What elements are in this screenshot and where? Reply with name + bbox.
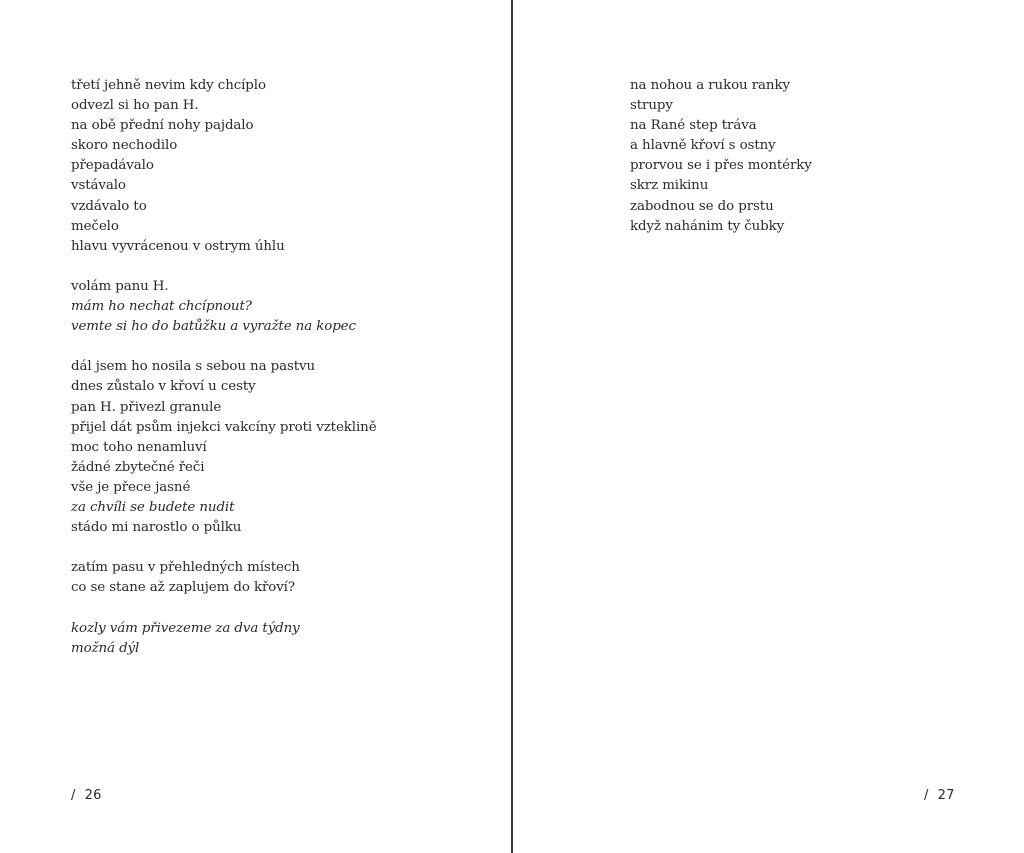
verse-line: zatím pasu v přehledných místech — [71, 560, 300, 576]
verse-line: prorvou se i přes montérky — [630, 158, 812, 174]
verse-line: na Rané step tráva — [630, 118, 757, 134]
verse-line: když nahánim ty čubky — [630, 218, 785, 234]
verse-line: na obě přední nohy pajdalo — [71, 118, 254, 134]
verse-line: vše je přece jasné — [71, 479, 191, 495]
verse-line: kozly vám přivezeme za dva týdny — [71, 620, 300, 636]
verse-line: vzdávalo to — [71, 198, 147, 214]
verse-line: možná dýl — [71, 640, 140, 656]
verse-line: co se stane až zaplujem do křoví? — [71, 580, 295, 596]
page-number — [71, 788, 102, 803]
verse-line: skrz mikinu — [630, 178, 709, 194]
verse-line: odvezl si ho pan H. — [71, 98, 199, 114]
verse-line: na nohou a rukou ranky — [630, 78, 790, 93]
verse-line: hlavu vyvrácenou v ostrym úhlu — [71, 238, 285, 254]
verse-line: vemte si ho do batůžku a vyražte na kopec — [71, 319, 356, 335]
verse-line: pan H. přivezl granule — [71, 399, 222, 415]
verse-line: mečelo — [71, 218, 119, 234]
folio-slash: / — [924, 788, 929, 803]
verse-line: volám panu H. — [71, 278, 169, 294]
stanza — [71, 76, 377, 257]
verse-line: strupy — [630, 98, 673, 114]
verse-line: skoro nechodilo — [71, 138, 178, 154]
folio-number: 26 — [84, 788, 102, 803]
stanza — [630, 76, 812, 237]
stanza — [71, 558, 377, 598]
verse-line: mám ho nechat chcípnout? — [71, 299, 252, 315]
verse-line: dnes zůstalo v křoví u cesty — [71, 379, 256, 395]
stanza — [71, 357, 377, 538]
stanza — [71, 277, 377, 337]
right-page — [513, 0, 1024, 853]
poem-text — [630, 76, 812, 257]
verse-line: zabodnou se do prstu — [630, 198, 774, 214]
poem-text — [71, 76, 377, 679]
folio-number: 27 — [937, 788, 955, 803]
verse-line: a hlavně křoví s ostny — [630, 138, 776, 154]
verse-line: třetí jehně nevim kdy chcíplo — [71, 78, 266, 93]
left-page — [0, 0, 511, 853]
verse-line: vstávalo — [71, 178, 126, 194]
verse-line: žádné zbytečné řeči — [71, 459, 205, 475]
verse-line: moc toho nenamluví — [71, 439, 207, 455]
verse-line: stádo mi narostlo o půlku — [71, 520, 242, 536]
folio-slash: / — [71, 788, 76, 803]
verse-line: dál jsem ho nosila s sebou na pastvu — [71, 359, 316, 375]
verse-line: přijel dát psům injekci vakcíny proti vzteklině — [71, 419, 377, 435]
verse-line: za chvíli se budete nudit — [71, 499, 235, 515]
stanza — [71, 619, 377, 659]
verse-line: přepadávalo — [71, 158, 154, 174]
page-number — [924, 788, 955, 803]
